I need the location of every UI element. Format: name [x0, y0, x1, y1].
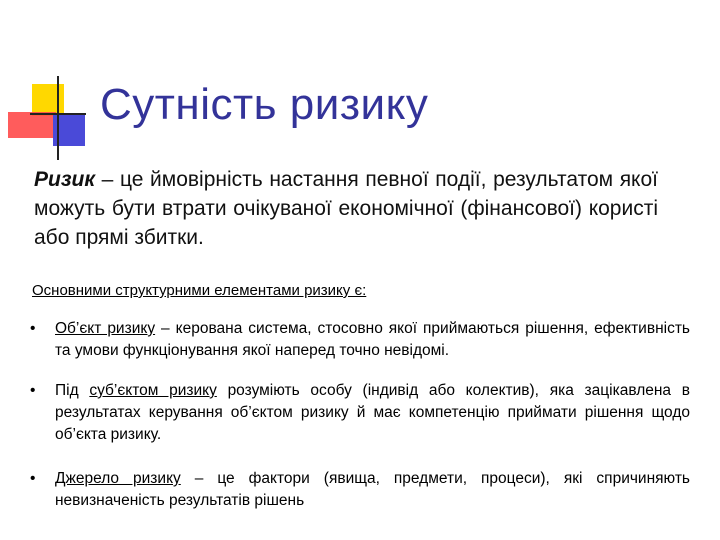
logo-vertical-line	[57, 76, 59, 160]
colored-squares-crosshair-icon	[0, 0, 100, 170]
risk-elements-list	[30, 318, 690, 512]
definition-text: – це ймовірність настання певної події, результатом якої можуть бути втрати очікуваної економічної (фінансової) користі або прямі збитки.	[34, 168, 658, 249]
bullet-icon: •	[30, 320, 36, 337]
bullet-icon: •	[30, 470, 36, 487]
bullet-icon: •	[30, 382, 36, 399]
item-prefix: Під	[55, 382, 90, 399]
item-text: – це фактори (явища, предмети, процеси), які спричиняють невизначеність результатів рішень	[55, 470, 691, 509]
item-text: – керована система, стосовно якої приймаються рішення, ефективність та умови функціонування якої наперед точно невідомі.	[55, 320, 690, 359]
list-item	[30, 380, 690, 446]
item-text: розуміють особу (індивід або колектив), яка зацікавлена в результатах керування об’єктом ризику й має компетенцію приймати рішення щодо об’єкта ризику.	[55, 382, 690, 443]
item-term: суб’єктом ризику	[89, 382, 217, 399]
logo-horizontal-line	[30, 113, 86, 115]
list-item	[30, 468, 690, 512]
slide-title: Сутність ризику	[100, 80, 429, 129]
risk-definition	[34, 165, 658, 252]
list-item	[30, 318, 690, 362]
logo-red-square	[8, 112, 56, 138]
item-term: Джерело ризику	[55, 470, 181, 487]
elements-lead-text: Основними структурними елементами ризику є:	[32, 282, 367, 299]
item-term: Об’єкт ризику	[55, 320, 156, 337]
definition-term: Ризик	[34, 168, 96, 191]
